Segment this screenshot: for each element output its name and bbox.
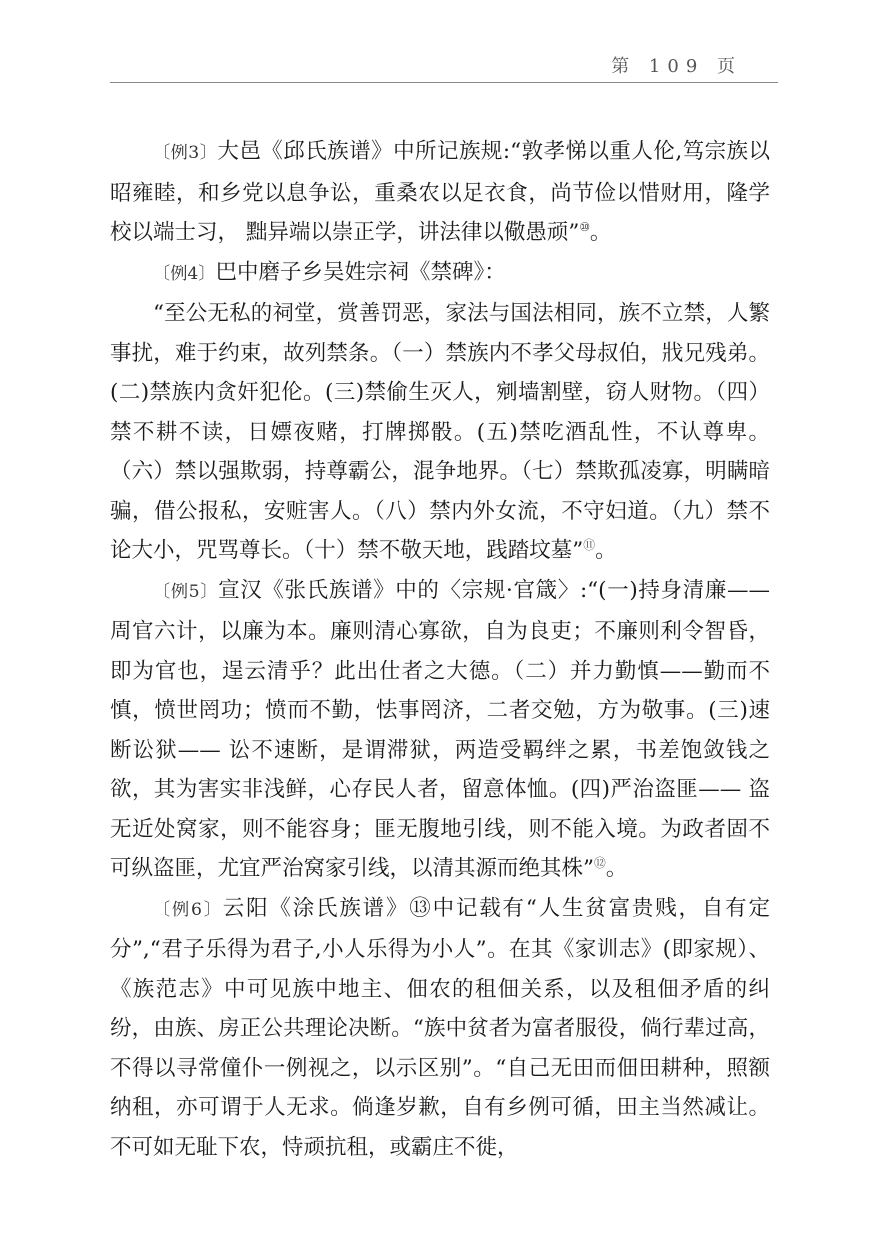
- footnote-marker: ⑪: [583, 537, 596, 552]
- paragraph-example-6: [110, 889, 770, 1168]
- paragraph-text: 宣汉《张氏族谱》中的〈宗规·官箴〉:“(一)持身清廉——周官六计，以廉为本。廉则清心寡欲，自为良吏；不廉则利令智昏，即为官也，逞云清乎？此出仕者之大德。（二）并力勤慎——勤而不慎，愤世罔功；愤而不勤，怯事罔济，二者交勉，方为敬事。(三)速断讼狱—— 讼不速断，是谓滞狱，两造受羁绊之累，书差饱敛钱之欲，其为害实非浅鲜，心存民人者，留意体恤。(四)严治盗匪—— 盗无近处窝家，则不能容身；匪无腹地引线，则不能入境。为政者固不可纵盗匪，尤宜严治窝家引线，以清其源而绝其株”: [110, 577, 770, 881]
- page-header: [110, 0, 778, 83]
- page-number: 第 109 页: [611, 56, 742, 77]
- paragraph-tail: 。: [605, 856, 628, 881]
- document-body: [110, 132, 770, 1167]
- example-label: 〔例4〕: [153, 263, 216, 284]
- example-label: 〔例5〕: [153, 581, 219, 602]
- example-label: 〔例6〕: [153, 899, 223, 920]
- paragraph-quote-prohibitions: [110, 294, 770, 571]
- footnote-marker: ⑩: [579, 219, 590, 234]
- example-label: 〔例3〕: [153, 143, 218, 163]
- paragraph-text: 云阳《涂氏族谱》⑬中记载有“人生贫富贵贱，自有定分”,“君子乐得为君子,小人乐得为小人”。在其《家训志》(即家规）、《族范志》中可见族中地主、佃农的租佃关系，以及租佃矛盾的纠纷，由族、房正公共理论决断。“族中贫者为富者服役，倘行辈过高，不得以寻常僮仆一例视之，以示区别”。“自己无田而佃田耕种，照额纳租，亦可谓于人无求。倘逢岁歉，自有乡例可循，田主当然减让。不可如无耻下农，恃顽抗租，或霸庄不徙，: [110, 895, 771, 1160]
- paragraph-example-3: [110, 132, 770, 253]
- footnote-marker: ⑫: [594, 855, 606, 870]
- paragraph-example-4: [110, 253, 770, 295]
- paragraph-tail: 。: [589, 220, 612, 245]
- paragraph-example-5: [110, 571, 770, 889]
- paragraph-text: 大邑《邱氏族谱》中所记族规:“敦孝悌以重人伦,笃宗族以昭雍睦，和乡党以息争讼，重桑农以足衣食，尚节俭以惜财用，隆学校以端士习， 黜异端以崇正学，讲法律以儆愚顽”: [110, 139, 771, 245]
- paragraph-text: “至公无私的祠堂，赏善罚恶，家法与国法相同，族不立禁，人繁事扰，难于约束，故列禁条。（一）禁族内不孝父母叔伯，戕兄残弟。(二)禁族内贪奸犯伦。(三)禁偷生灭人，剜墙割壁，窃人财物。（四）禁不耕不读，日嫖夜赌，打牌掷骰。(五)禁吃酒乱性，不认尊卑。（六）禁以强欺弱，持尊霸公，混争地界。（七）禁欺孤凌寡，明瞒暗骗，借公报私，安赃害人。（八）禁内外女流，不守妇道。（九）禁不论大小，咒骂尊长。（十）禁不敬天地，践踏坟墓”: [110, 301, 770, 563]
- paragraph-tail: 。: [595, 538, 617, 563]
- paragraph-text: 巴中磨子乡吴姓宗祠《禁碑》：: [215, 259, 506, 285]
